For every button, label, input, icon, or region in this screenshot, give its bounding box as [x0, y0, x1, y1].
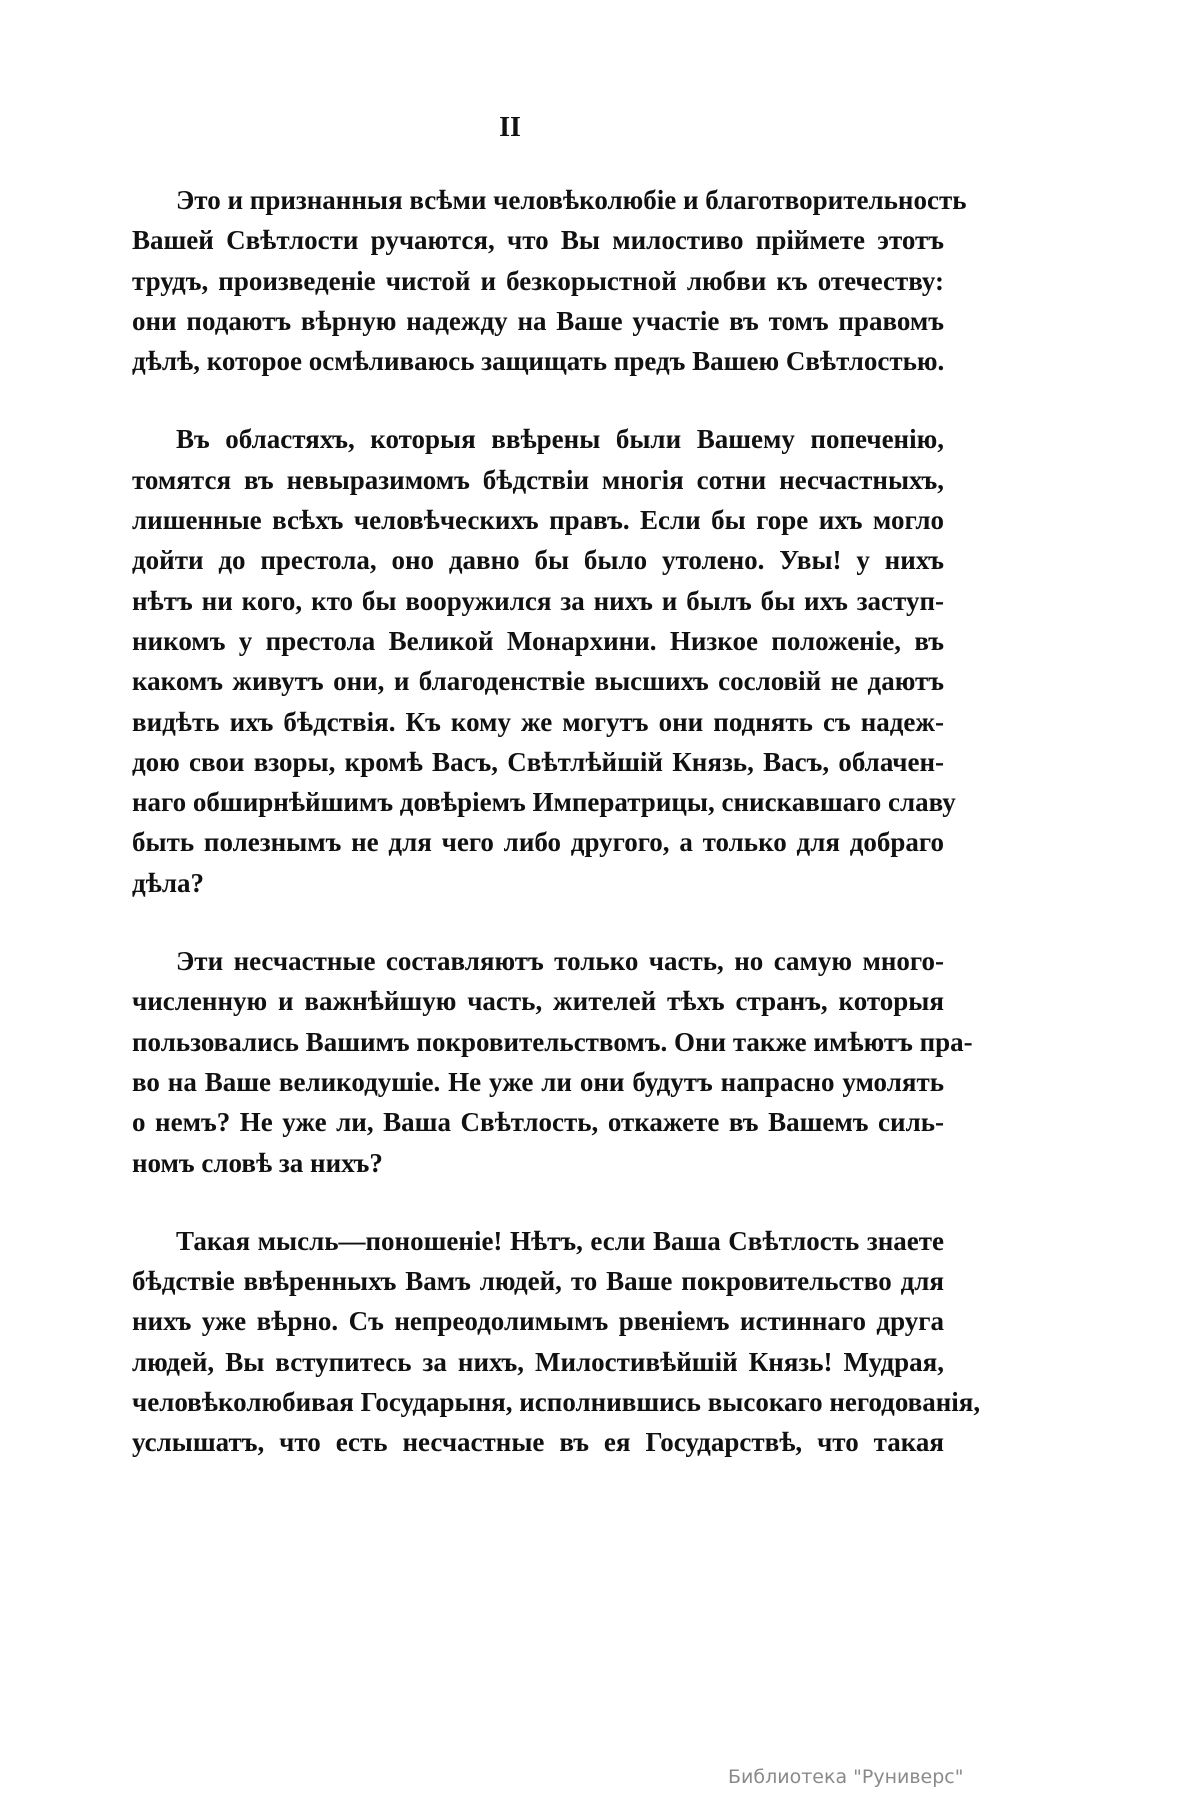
page-body	[132, 180, 981, 1501]
page-number: II	[499, 112, 521, 143]
text-line: наго обширнѣйшимъ довѣріемъ Императрицы, снискавшаго славу	[132, 787, 956, 818]
text-line: они подаютъ вѣрную надежду на Ваше участіе въ томъ правомъ	[132, 305, 944, 336]
text-line: томятся въ невыразимомъ бѣдствіи многія сотни несчастныхъ,	[132, 464, 944, 495]
text-line: дѣлѣ, которое осмѣливаюсь защищать предъ Вашею Свѣтлостью.	[132, 346, 945, 377]
text-line: численную и важнѣйшую часть, жителей тѣхъ странъ, которыя	[132, 986, 944, 1017]
text-line: нѣтъ ни кого, кто бы вооружился за нихъ и былъ бы ихъ заступ-	[132, 585, 944, 616]
text-line: Эти несчастные составляютъ только часть, но самую много-	[176, 946, 944, 977]
text-line: во на Ваше великодушіе. Не уже ли они будутъ напрасно умолять	[132, 1066, 944, 1097]
text-line: о немъ? Не уже ли, Ваша Свѣтлость, откажете въ Вашемъ силь-	[132, 1107, 944, 1138]
text-line: дою свои взоры, кромѣ Васъ, Свѣтлѣйшій Князь, Васъ, облачен-	[132, 746, 944, 777]
text-line: Это и признанныя всѣми человѣколюбіе и благотворительность	[176, 185, 967, 215]
text-line: никомъ у престола Великой Монархини. Низкое положеніе, въ	[132, 625, 944, 656]
text-line: номъ словѣ за нихъ?	[132, 1147, 383, 1178]
text-line: дойти до престола, оно давно бы было утолено. Увы! у нихъ	[132, 545, 944, 576]
text-line: Вашей Свѣтлости ручаются, что Вы милостиво пріймете этотъ	[132, 225, 944, 256]
text-line: какомъ живутъ они, и благоденствіе высшихъ сословій не даютъ	[132, 666, 944, 697]
text-line: человѣколюбивая Государыня, исполнившись высокаго негодованія,	[132, 1387, 981, 1418]
paragraph	[132, 941, 973, 1183]
text-line: лишенные всѣхъ человѣческихъ правъ. Если бы горе ихъ могло	[132, 505, 944, 536]
paragraph	[132, 419, 956, 903]
text-line: услышатъ, что есть несчастные въ ея Государствѣ, что такая	[132, 1427, 944, 1458]
text-line: Въ областяхъ, которыя ввѣрены были Вашему попеченію,	[176, 424, 944, 455]
paragraph	[132, 1221, 981, 1463]
library-watermark: Библиотека "Руниверс"	[728, 1766, 964, 1788]
text-line: людей, Вы вступитесь за нихъ, Милостивѣйшій Князь! Мудрая,	[132, 1346, 944, 1377]
text-line: пользовались Вашимъ покровительствомъ. Они также имѣютъ пра-	[132, 1026, 973, 1057]
text-line: бѣдствіе ввѣренныхъ Вамъ людей, то Ваше покровительство для	[132, 1266, 944, 1297]
text-line: Такая мысль—поношеніе! Нѣтъ, если Ваша Свѣтлость знаете	[176, 1225, 944, 1256]
text-line: быть полезнымъ не для чего либо другого, а только для добраго	[132, 827, 944, 858]
text-line: нихъ уже вѣрно. Съ непреодолимымъ рвеніемъ истиннаго друга	[132, 1306, 944, 1337]
text-line: видѣть ихъ бѣдствія. Къ кому же могутъ они поднять съ надеж-	[132, 706, 944, 737]
text-line: дѣла?	[132, 867, 205, 898]
text-line: трудъ, произведеніе чистой и безкорыстной любви къ отечеству:	[132, 265, 944, 296]
paragraph	[132, 180, 967, 381]
